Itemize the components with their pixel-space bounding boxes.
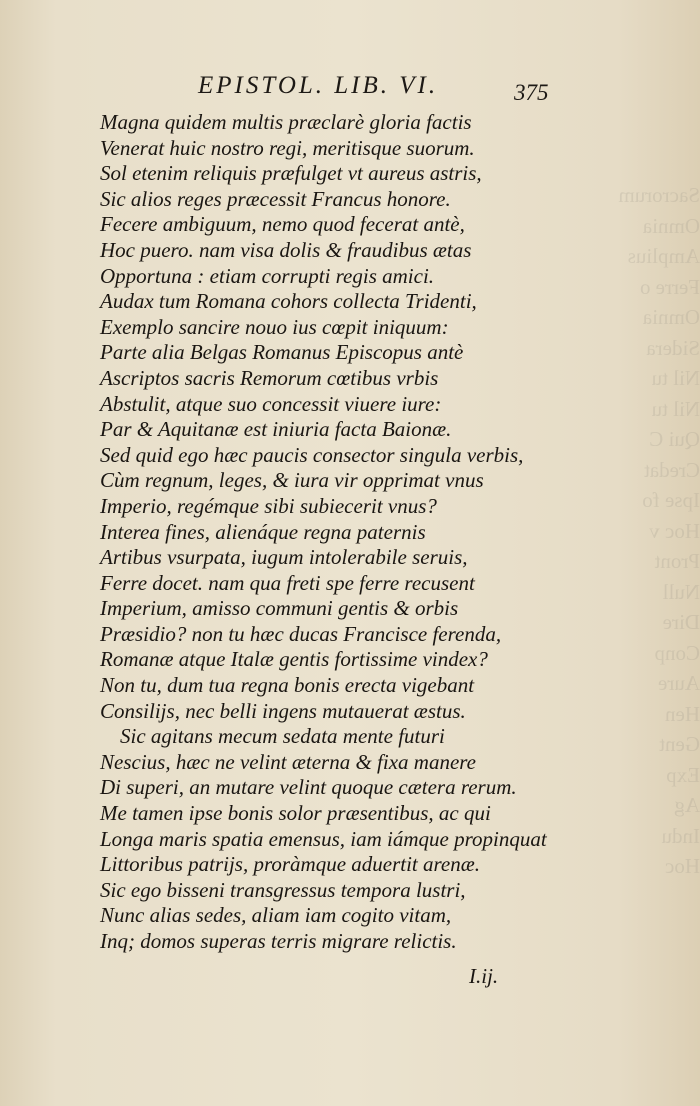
verse-line: Fecere ambiguum, nemo quod fecerat antè, [100,212,465,237]
verse-line: Romanæ atque Italæ gentis fortissime vindex? [100,647,488,672]
verse-line: Sic ego bisseni transgressus tempora lustri, [100,877,466,902]
verse-line: Me tamen ipse bonis solor præsentibus, ac qui [100,801,491,826]
verse-line: Non tu, dum tua regna bonis erecta vigebant [100,673,475,698]
verse-block [100,110,550,955]
verse-line: Parte alia Belgas Romanus Episcopus antè [100,340,464,365]
verse-line: Imperium, amisso communi gentis & orbis [100,596,459,621]
verse-line: Interea fines, alienáque regna paternis [100,519,426,544]
show-through-text: Sacrorum Omnia Amplius Ferre o Omnia Sidera Nil tu Nil tu Qui C Credat Ipse fo Hoc v Pront Null Dire Conp Aure Hen Gent Exp Ag Indu Hoc [618,183,700,878]
page-number: 375 [514,80,549,105]
verse-line: Consilijs, nec belli ingens mutauerat æstus. [100,698,466,723]
verse-line: Longa maris spatia emensus, iam iámque propinquat [100,826,547,851]
verse-line: Exemplo sancire nouo ius cœpit iniquum: [100,314,449,339]
verse-line: Cùm regnum, leges, & iura vir opprimat vnus [100,468,484,493]
verse-line: Littoribus patrijs, proràmque aduertit arenæ. [100,852,480,877]
verse-line: Nunc alias sedes, aliam iam cogito vitam, [100,903,452,928]
verse-line: Sic alios reges præcessit Francus honore. [100,186,451,211]
verse-line: Venerat huic nostro regi, meritisque suorum. [100,135,475,160]
signature-mark: I.ij. [469,964,499,988]
verse-line: Artibus vsurpata, iugum intolerabile seruis, [100,545,468,570]
verse-line: Præsidio? non tu hæc ducas Francisce ferenda, [100,621,502,646]
verse-line: Abstulit, atque suo concessit viuere iure: [100,391,442,416]
verse-line: Magna quidem multis præclarè gloria factis [100,110,472,134]
verse-line: Sic agitans mecum sedata mente futuri [120,724,445,749]
verse-line: Ferre docet. nam qua freti spe ferre recusent [100,570,475,595]
verse-line: Ascriptos sacris Remorum cœtibus vrbis [100,365,439,390]
verse-line: Inq; domos superas terris migrare relictis. [100,929,457,953]
verse-line: Nescius, hæc ne velint æterna & fixa manere [100,749,476,774]
verse-line: Hoc puero. nam visa dolis & fraudibus ætas [100,237,472,262]
verse-line: Par & Aquitanæ est iniuria facta Baionæ. [100,417,452,442]
verse-line: Opportuna : etiam corrupti regis amici. [100,263,435,288]
verse-line: Audax tum Romana cohors collecta Tridenti, [100,289,477,314]
verse-line: Imperio, regémque sibi subiecerit vnus? [100,493,437,518]
verse-line: Di superi, an mutare velint quoque cætera rerum. [100,775,517,800]
verse-line: Sol etenim reliquis præfulget vt aureus astris, [100,161,482,186]
verse-line: Sed quid ego hæc paucis consector singula verbis, [100,442,524,467]
running-head: EPISTOL. LIB. VI. [198,72,439,99]
